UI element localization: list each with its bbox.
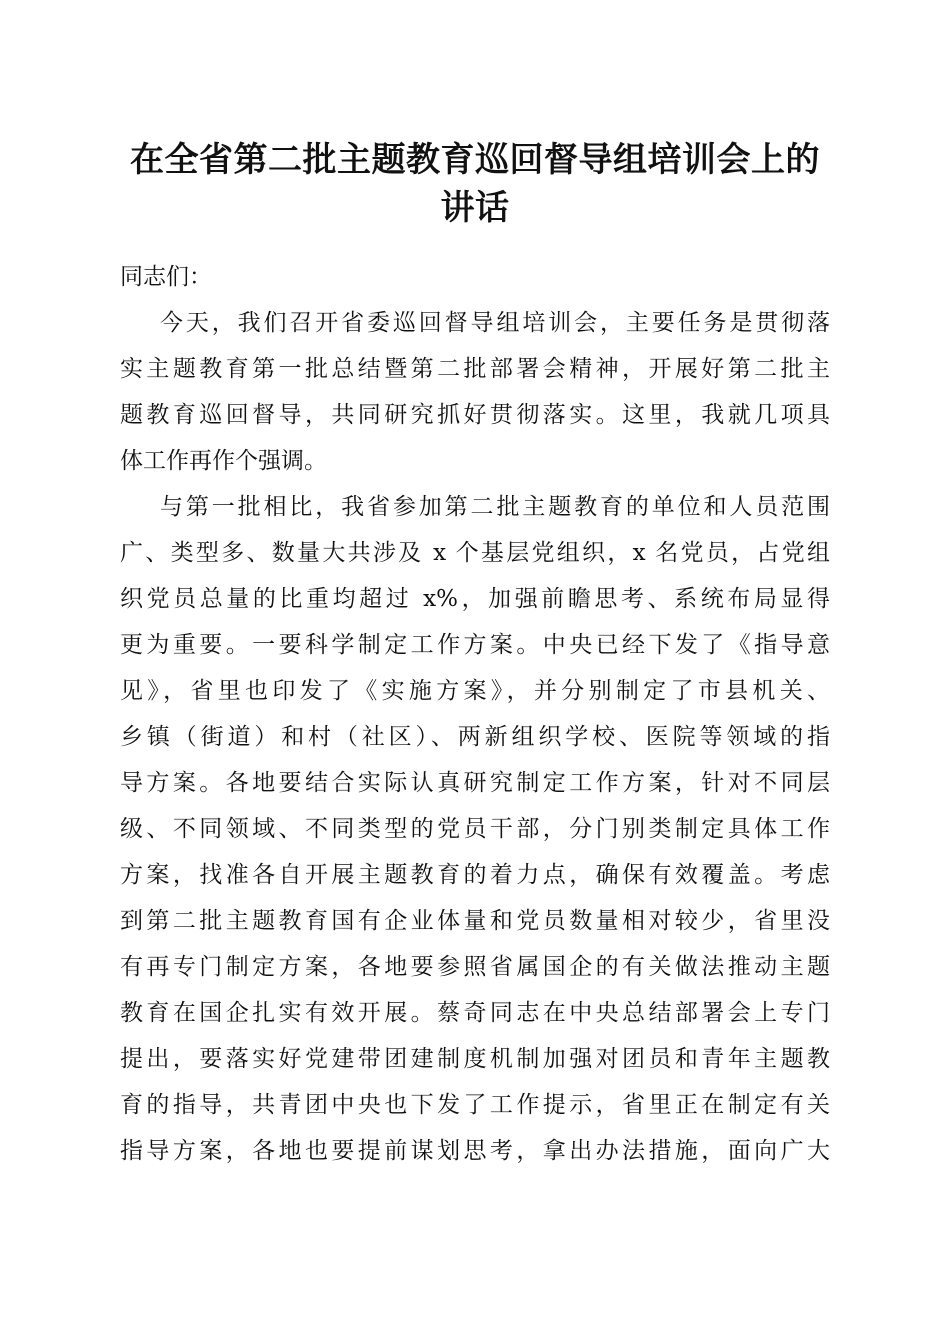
document-title-line-1: 在全省第二批主题教育巡回督导组培训会上的 bbox=[130, 140, 820, 180]
paragraph-line: 乡镇（街道）和村（社区）、两新组织学校、医院等领域的指 bbox=[120, 724, 830, 750]
paragraph-line: 导方案。各地要结合实际认真研究制定工作方案，针对不同层 bbox=[120, 770, 830, 796]
document-title-line-2: 讲话 bbox=[440, 188, 510, 228]
paragraph-1 bbox=[120, 300, 830, 484]
paragraph-line: 实主题教育第一批总结暨第二批部署会精神，开展好第二批主 bbox=[120, 356, 830, 382]
document-body bbox=[120, 254, 830, 1174]
paragraph-line: 与第一批相比，我省参加第二批主题教育的单位和人员范围 bbox=[160, 494, 830, 520]
paragraph-line: 提出，要落实好党建带团建制度机制加强对团员和青年主题教 bbox=[120, 1046, 830, 1072]
paragraph-line: 有再专门制定方案，各地要参照省属国企的有关做法推动主题 bbox=[120, 954, 830, 980]
paragraph-line: 更为重要。一要科学制定工作方案。中央已经下发了《指导意 bbox=[120, 632, 830, 658]
paragraph-line: 教育在国企扎实有效开展。蔡奇同志在中央总结部署会上专门 bbox=[120, 1000, 830, 1026]
paragraph-line: 体工作再作个强调。 bbox=[120, 448, 327, 474]
paragraph-line: 题教育巡回督导，共同研究抓好贯彻落实。这里，我就几项具 bbox=[120, 402, 830, 428]
paragraph-line: 见》，省里也印发了《实施方案》，并分别制定了市县机关、 bbox=[120, 678, 830, 704]
paragraph-line: 今天，我们召开省委巡回督导组培训会，主要任务是贯彻落 bbox=[160, 310, 830, 336]
paragraph-line: 级、不同领域、不同类型的党员干部，分门别类制定具体工作 bbox=[120, 816, 830, 842]
paragraph-line: 织党员总量的比重均超过 x%，加强前瞻思考、系统布局显得 bbox=[120, 586, 830, 612]
paragraph-line: 方案，找准各自开展主题教育的着力点，确保有效覆盖。考虑 bbox=[120, 862, 830, 888]
salutation: 同志们： bbox=[120, 264, 212, 290]
paragraph-line: 指导方案，各地也要提前谋划思考，拿出办法措施，面向广大 bbox=[120, 1138, 830, 1164]
paragraph-line: 广、类型多、数量大共涉及 x 个基层党组织，x 名党员，占党组 bbox=[120, 540, 830, 566]
paragraph-2 bbox=[120, 484, 830, 1174]
paragraph-line: 到第二批主题教育国有企业体量和党员数量相对较少，省里没 bbox=[120, 908, 830, 934]
paragraph-line: 育的指导，共青团中央也下发了工作提示，省里正在制定有关 bbox=[120, 1092, 830, 1118]
